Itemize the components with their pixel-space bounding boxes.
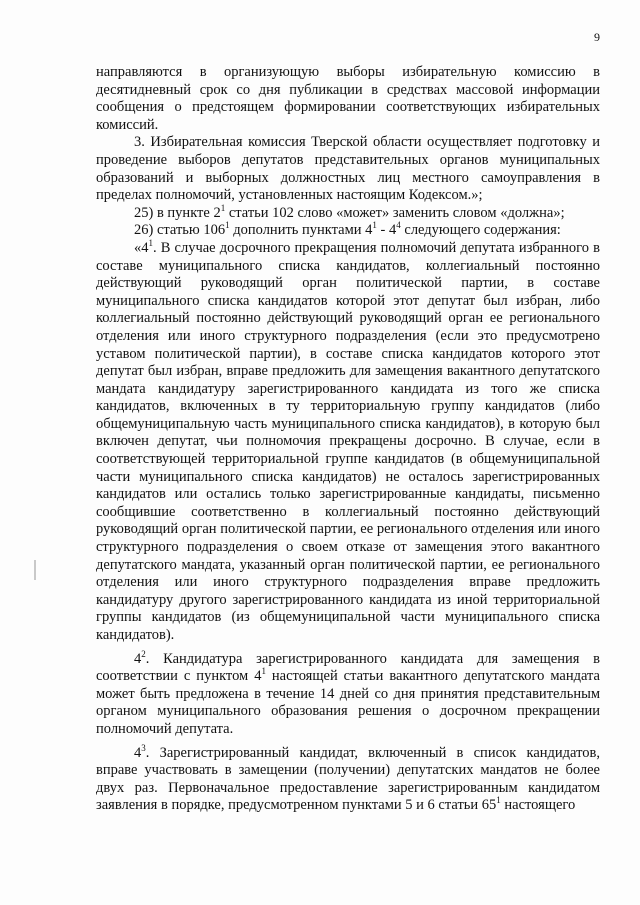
paragraph-point-4-3 xyxy=(96,742,600,815)
paragraph-item-25 xyxy=(96,202,600,223)
text-run: направляются в организующую выборы избирательную комиссию в десятидневный срок со дня публикации в средствах массовой информации сообщения о предстоящем формировании соответствующих избирательных комиссий. xyxy=(96,64,600,133)
text-run: 3. Избирательная комиссия Тверской области осуществляет подготовку и проведение выборов депутатов представительных органов муниципальных образований и выборных должностных лиц местного самоуправления в пределах полномочий, установленных настоящим Кодексом.»; xyxy=(96,134,600,204)
text-run: 4 xyxy=(134,650,142,667)
document-body xyxy=(96,64,600,815)
superscript: 1 xyxy=(225,220,230,231)
paragraph-continuation xyxy=(96,64,600,134)
text-run: настоящей статьи вакантного депутатского мандата может быть предложена в течение 14 дней со дня принятия представительным органом муниципального образования решения о досрочном прекращении полномочий депутата. xyxy=(96,668,600,737)
text-run: настоящего xyxy=(500,797,576,814)
superscript: 1 xyxy=(372,220,377,231)
text-run: 25) в пункте 2 xyxy=(134,204,221,221)
text-run: следующего содержания: xyxy=(400,222,561,239)
superscript: 3 xyxy=(141,742,146,753)
superscript: 2 xyxy=(141,648,146,659)
text-run: 26) статью 106 xyxy=(134,222,226,239)
text-run: . В случае досрочного прекращения полномочий депутата избранного в составе муниципального списка кандидатов, коллегиальный постоянно действующий руководящий орган политической партии, в составе муниципального списка кандидатов которой этот депутат был избран, либо коллегиальный постоянно действующий руководящий орган ее регионального отделения или иного структурного подразделения (если это предусмотрено уставом политической партии), в составе списка кандидатов которого этот депутат был избран, вправе предложить для замещения вакантного депутатского мандата кандидатуру зарегистрированного кандидата из того же списка кандидатов, включенных в ту территориальную группу кандидатов (либо общемуниципальную часть муниципального списка кандидатов), в которую был включен депутат, чьи полномочия прекращены досрочно. В случае, если в соответствующей территориальной группе кандидатов (в общемуниципальной части муниципального списка кандидатов) не осталось зарегистрированных кандидатов или остались только зарегистрированные кандидаты, письменно сообщившие соответственно в коллегиальный постоянно действующий руководящий орган политической партии, ее регионального отделения или иного структурного подразделения о своем отказе от замещения этого вакантного депутатского мандата, указанный орган политической партии, ее регионального отделения или иного структурного подразделения вправе предложить кандидатуру другого зарегистрированного кандидата из иной территориальной группы кандидатов (из общемуниципальной части муниципального списка кандидатов). xyxy=(96,239,600,643)
text-run: статьи 102 слово «может» заменить словом «должна»; xyxy=(225,204,565,221)
superscript: 4 xyxy=(396,220,401,231)
superscript: 1 xyxy=(220,202,226,213)
paragraph-item-26 xyxy=(96,222,600,240)
paragraph-point-4-2 xyxy=(96,648,600,739)
text-run: дополнить пунктами 4 xyxy=(229,222,373,239)
text-run: «4 xyxy=(134,239,149,256)
text-run: . Кандидатура зарегистрированного кандидата для замещения в соответствии с пунктом 4 xyxy=(96,650,600,685)
superscript: 1 xyxy=(496,795,501,806)
text-run: . Зарегистрированный кандидат, включенный в список кандидатов, вправе участвовать в замещении (получении) депутатских мандатов не более двух раз. Первоначальное предоставление зарегистрированным кандидатом заявления в порядке, предусмотренном пунктами 5 и 6 статьи 65 xyxy=(96,744,600,814)
paragraph-point-4-1 xyxy=(96,240,600,645)
text-run: - 4 xyxy=(376,222,397,239)
superscript: 1 xyxy=(148,238,153,249)
text-run: 4 xyxy=(134,744,142,761)
page-number: 9 xyxy=(594,30,600,44)
superscript: 1 xyxy=(261,666,266,677)
scan-artifact xyxy=(34,560,36,580)
paragraph-item-3 xyxy=(96,134,600,204)
